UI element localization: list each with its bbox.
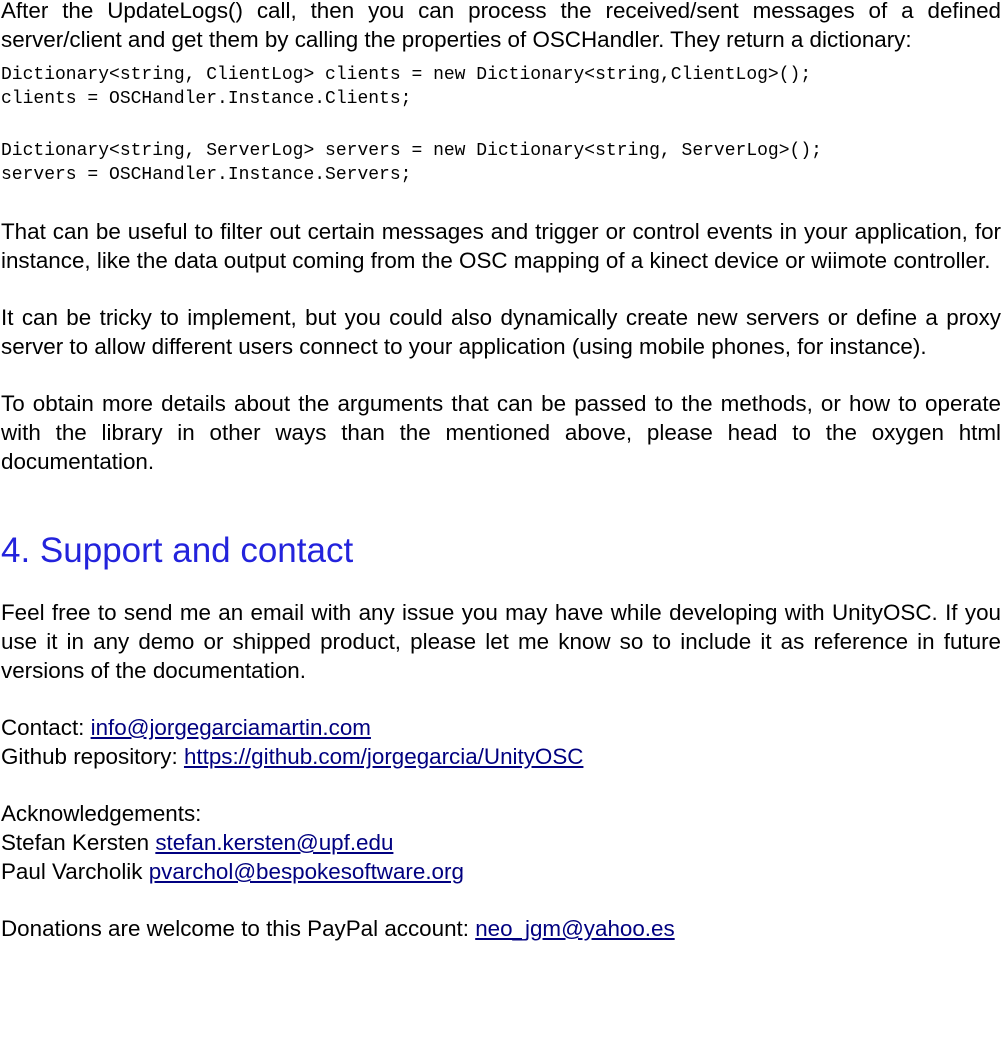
contact-line — [1, 713, 1001, 742]
details-paragraph: To obtain more details about the arguments that can be passed to the methods, or how to operate with the library in other ways than the mentioned above, please head to the oxygen html documentation. — [1, 391, 1001, 474]
code-line-servers-decl: Dictionary<string, ServerLog> servers = new Dictionary<string, ServerLog>(); — [1, 141, 822, 161]
acknowledgement-name: Stefan Kersten — [1, 830, 156, 855]
donations-line — [1, 914, 1001, 943]
acknowledgement-email-link[interactable]: stefan.kersten@upf.edu — [155, 830, 394, 855]
section-heading: 4. Support and contact — [1, 531, 354, 570]
code-line-servers-assign: servers = OSCHandler.Instance.Servers; — [1, 165, 412, 185]
feel-free-paragraph: Feel free to send me an email with any issue you may have while developing with UnityOSC. If you use it in any demo or shipped product, please let me know so to include it as reference in future versions of the documentation. — [1, 600, 1001, 683]
acknowledgement-item — [1, 857, 1001, 886]
github-label: Github repository: — [1, 744, 184, 769]
contact-label: Contact: — [1, 715, 91, 740]
donations-label: Donations are welcome to this PayPal account: — [1, 916, 476, 941]
contact-email-link[interactable]: info@jorgegarciamartin.com — [90, 715, 371, 740]
github-line — [1, 742, 1001, 771]
code-block — [1, 54, 1001, 187]
github-repository-link[interactable]: https://github.com/jorgegarcia/UnityOSC — [183, 744, 584, 769]
acknowledgement-item — [1, 828, 1001, 857]
acknowledgements-title: Acknowledgements: — [1, 801, 202, 826]
intro-paragraph: After the UpdateLogs() call, then you can process the received/sent messages of a defined server/client and get them by calling the properties of OSCHandler. They return a dictionary: — [1, 0, 1001, 52]
code-line-clients-decl: Dictionary<string, ClientLog> clients = new Dictionary<string,ClientLog>(); — [1, 65, 812, 85]
paypal-email-link[interactable]: neo_jgm@yahoo.es — [475, 916, 675, 941]
acknowledgement-email-link[interactable]: pvarchol@bespokesoftware.org — [148, 859, 464, 884]
filter-paragraph: That can be useful to filter out certain messages and trigger or control events in your application, for instance, like the data output coming from the OSC mapping of a kinect device or wiimote controller. — [1, 219, 1001, 273]
tricky-paragraph: It can be tricky to implement, but you could also dynamically create new servers or define a proxy server to allow different users connect to your application (using mobile phones, for instance). — [1, 305, 1001, 359]
acknowledgement-name: Paul Varcholik — [1, 859, 149, 884]
code-line-clients-assign: clients = OSCHandler.Instance.Clients; — [1, 89, 412, 109]
document-page — [1, 0, 1001, 943]
